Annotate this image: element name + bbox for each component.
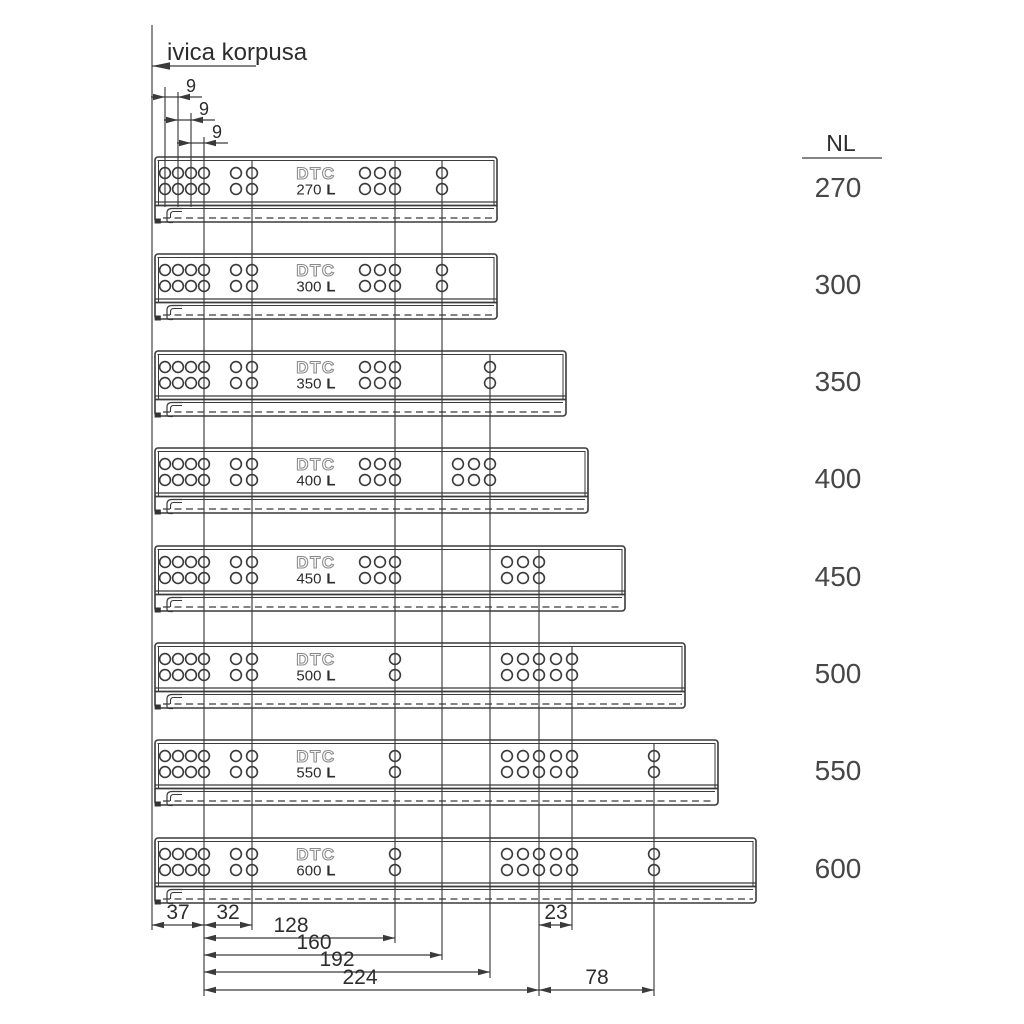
rail-size-value: 450 [296, 570, 322, 588]
brand-logo: DTC [296, 747, 336, 766]
dimension-label: 160 [296, 931, 332, 954]
mounting-hole [173, 459, 184, 470]
brand-logo: DTC [296, 650, 336, 669]
mounting-hole [160, 573, 171, 584]
brand-logo: DTC [296, 845, 336, 864]
mounting-hole [186, 670, 197, 681]
mounting-hole [160, 670, 171, 681]
rail-size-value: 400 [296, 472, 322, 490]
mounting-hole [518, 654, 529, 665]
mounting-hole [186, 654, 197, 665]
mounting-hole [186, 459, 197, 470]
mounting-hole [173, 670, 184, 681]
mounting-hole [186, 865, 197, 876]
mounting-hole [360, 265, 371, 276]
rail-outline [155, 838, 756, 903]
mounting-hole [551, 767, 562, 778]
mounting-hole [160, 865, 171, 876]
mounting-hole [360, 184, 371, 195]
cabinet-edge-leader [152, 39, 308, 70]
rail-size-label [296, 182, 335, 199]
mounting-hole [173, 362, 184, 373]
nl-header-label: NL [826, 130, 856, 156]
mounting-hole [160, 378, 171, 389]
mounting-hole [518, 670, 529, 681]
mounting-hole [186, 281, 197, 292]
dimension-label: 192 [319, 948, 355, 971]
dimension-label: 37 [166, 901, 190, 924]
rail-size-label [296, 279, 335, 296]
mounting-hole [518, 573, 529, 584]
mounting-hole [502, 670, 513, 681]
mounting-hole [186, 362, 197, 373]
mounting-hole [231, 475, 242, 486]
mounting-hole [173, 573, 184, 584]
mounting-hole [375, 184, 386, 195]
mounting-hole [231, 557, 242, 568]
mounting-hole [160, 849, 171, 860]
mounting-hole [518, 751, 529, 762]
rail-size-unit: L [326, 764, 336, 782]
mounting-hole [231, 751, 242, 762]
mounting-hole [160, 265, 171, 276]
rail-270 [155, 157, 497, 224]
front-hook-foot [155, 608, 161, 613]
mounting-hole [551, 865, 562, 876]
mounting-hole [231, 654, 242, 665]
brand-logo: DTC [296, 358, 336, 377]
rail-size-label [296, 765, 335, 782]
mounting-hole [231, 184, 242, 195]
mounting-hole [160, 475, 171, 486]
mounting-hole [551, 654, 562, 665]
mounting-hole [231, 865, 242, 876]
mounting-hole [173, 281, 184, 292]
rail-600 [155, 838, 756, 905]
rail-size-unit: L [326, 570, 336, 588]
mounting-hole [360, 362, 371, 373]
mounting-hole [160, 751, 171, 762]
mounting-hole [360, 168, 371, 179]
front-hook-foot [155, 705, 161, 710]
rail-size-value: 600 [296, 862, 322, 880]
rail-500 [155, 643, 685, 710]
brand-logo: DTC [296, 164, 336, 183]
mounting-hole [231, 168, 242, 179]
edge-label: ivica korpusa [167, 39, 308, 66]
mounting-hole [453, 475, 464, 486]
nl-value-450: 450 [814, 561, 862, 592]
mounting-hole [173, 378, 184, 389]
mounting-hole [360, 475, 371, 486]
mounting-hole [231, 767, 242, 778]
mounting-hole [375, 378, 386, 389]
mounting-hole [173, 265, 184, 276]
rail-size-label [296, 376, 335, 393]
rail-size-label [296, 863, 335, 880]
brand-logo: DTC [296, 455, 336, 474]
rail-size-label [296, 571, 335, 588]
mounting-hole [186, 378, 197, 389]
mounting-hole [360, 573, 371, 584]
mounting-hole [375, 459, 386, 470]
mounting-hole [469, 475, 480, 486]
mounting-hole [186, 751, 197, 762]
mounting-hole [518, 767, 529, 778]
mounting-hole [375, 281, 386, 292]
nl-value-600: 600 [814, 853, 862, 884]
mounting-hole [160, 281, 171, 292]
mounting-hole [173, 849, 184, 860]
mounting-hole [231, 849, 242, 860]
front-hook-foot [155, 900, 161, 905]
dimension-label: 9 [211, 122, 223, 142]
mounting-hole [375, 475, 386, 486]
nl-value-500: 500 [814, 658, 862, 689]
rail-size-unit: L [326, 181, 336, 199]
mounting-hole [231, 362, 242, 373]
mounting-hole [173, 767, 184, 778]
mounting-hole [231, 265, 242, 276]
front-hook-foot [155, 219, 161, 224]
mounting-hole [502, 654, 513, 665]
mounting-hole [375, 362, 386, 373]
rail-size-unit: L [326, 375, 336, 393]
nl-value-300: 300 [814, 269, 862, 300]
mounting-hole [231, 573, 242, 584]
mounting-hole [502, 849, 513, 860]
rail-size-unit: L [326, 862, 336, 880]
mounting-hole [551, 849, 562, 860]
brand-logo: DTC [296, 553, 336, 572]
dimension-label: 78 [585, 966, 609, 989]
mounting-hole [502, 767, 513, 778]
rail-size-value: 500 [296, 667, 322, 685]
front-hook-foot [155, 316, 161, 321]
rail-size-value: 270 [296, 181, 322, 199]
mounting-hole [160, 654, 171, 665]
front-hook-foot [155, 802, 161, 807]
mounting-hole [360, 459, 371, 470]
mounting-hole [551, 751, 562, 762]
mounting-hole [502, 751, 513, 762]
dimension-label: 224 [342, 966, 378, 989]
mounting-hole [173, 475, 184, 486]
mounting-hole [502, 573, 513, 584]
mounting-hole [231, 281, 242, 292]
nl-value-400: 400 [814, 463, 862, 494]
mounting-hole [518, 849, 529, 860]
mounting-hole [173, 751, 184, 762]
rail-450 [155, 546, 625, 613]
dimension-label: 128 [273, 914, 309, 937]
front-hook-foot [155, 510, 161, 515]
mounting-hole [186, 265, 197, 276]
mounting-hole [186, 849, 197, 860]
nl-value-350: 350 [814, 366, 862, 397]
mounting-hole [375, 573, 386, 584]
rail-size-unit: L [326, 472, 336, 490]
mounting-hole [231, 670, 242, 681]
mounting-hole [375, 168, 386, 179]
rail-300 [155, 254, 497, 321]
mounting-hole [173, 557, 184, 568]
mounting-hole [160, 459, 171, 470]
mounting-hole [160, 767, 171, 778]
mounting-hole [173, 654, 184, 665]
mounting-hole [186, 557, 197, 568]
dimension-label: 32 [216, 901, 240, 924]
mounting-hole [502, 865, 513, 876]
mounting-hole [360, 378, 371, 389]
mounting-hole [469, 459, 480, 470]
dimension-label: 9 [185, 76, 197, 96]
mounting-hole [231, 459, 242, 470]
mounting-hole [360, 281, 371, 292]
mounting-hole [551, 670, 562, 681]
rail-size-unit: L [326, 278, 336, 296]
rail-outline [155, 448, 588, 513]
rail-size-label [296, 473, 335, 490]
mounting-hole [518, 557, 529, 568]
rail-550 [155, 740, 718, 807]
mounting-hole [173, 865, 184, 876]
nl-value-550: 550 [814, 755, 862, 786]
mounting-hole [186, 767, 197, 778]
front-hook-foot [155, 413, 161, 418]
rail-size-unit: L [326, 667, 336, 685]
rail-size-value: 350 [296, 375, 322, 393]
mounting-hole [186, 573, 197, 584]
mounting-hole [453, 459, 464, 470]
mounting-hole [160, 557, 171, 568]
dimension-label: 23 [544, 901, 568, 924]
mounting-hole [375, 265, 386, 276]
mounting-hole [160, 362, 171, 373]
brand-logo: DTC [296, 261, 336, 280]
rail-size-value: 550 [296, 764, 322, 782]
rail-size-label [296, 668, 335, 685]
rail-400 [155, 448, 588, 515]
mounting-hole [502, 557, 513, 568]
mounting-hole [518, 865, 529, 876]
dimension-label: 9 [198, 99, 210, 119]
mounting-hole [360, 557, 371, 568]
rail-size-value: 300 [296, 278, 322, 296]
mounting-hole [186, 475, 197, 486]
mounting-hole [231, 378, 242, 389]
mounting-hole [375, 557, 386, 568]
nl-value-270: 270 [814, 172, 862, 203]
rail-350 [155, 351, 566, 418]
